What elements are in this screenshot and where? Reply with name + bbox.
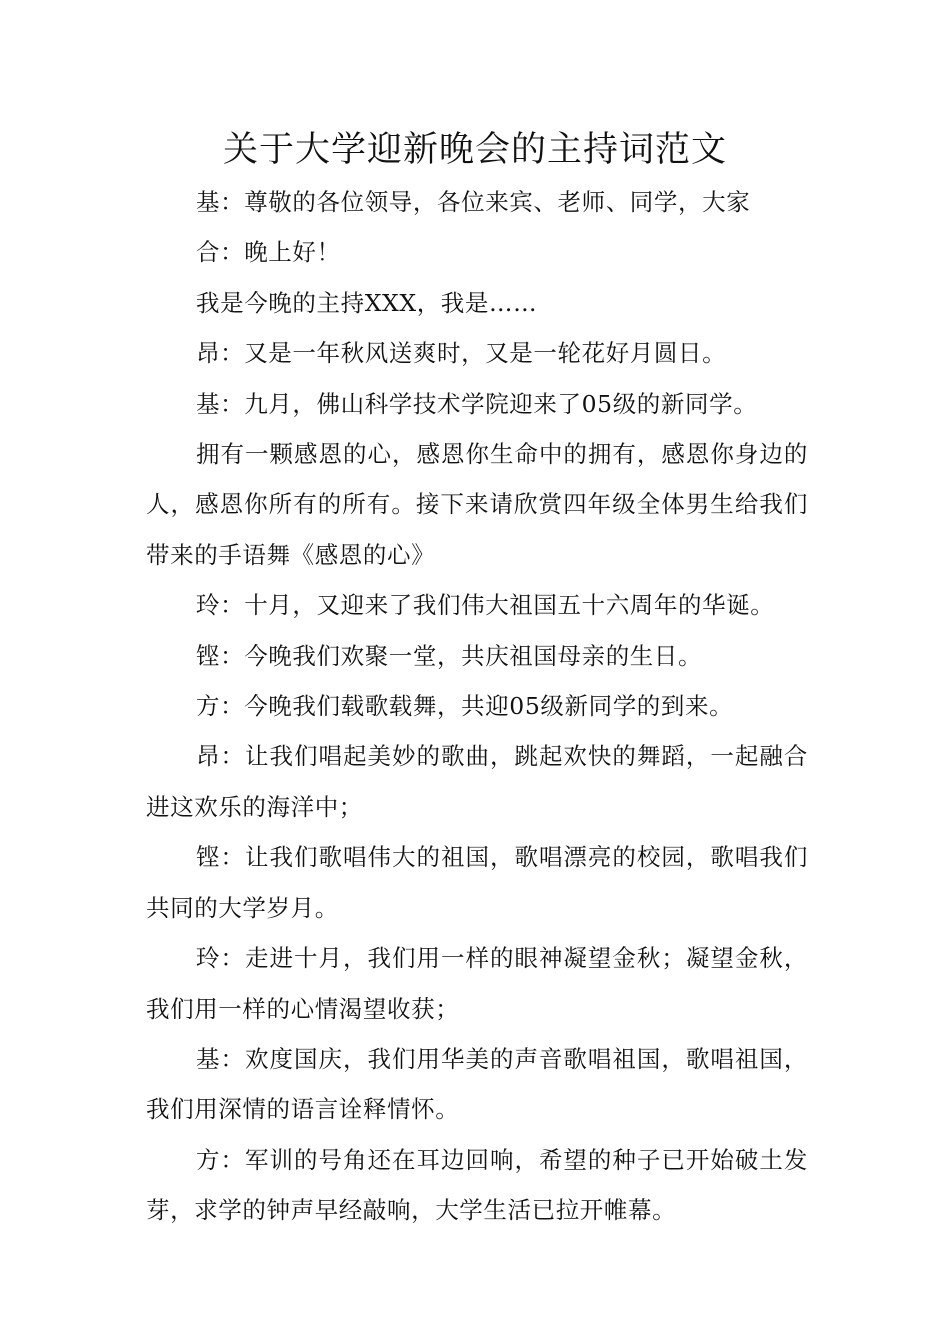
paragraph: 拥有一颗感恩的心，感恩你生命中的拥有，感恩你身边的人，感恩你所有的所有。接下来请欣赏四年级全体男生给我们带来的手语舞《感恩的心》 (146, 440, 808, 569)
paragraph: 玲：走进十月，我们用一样的眼神凝望金秋；凝望金秋，我们用一样的心情渴望收获； (146, 944, 808, 1023)
document-title: 关于大学迎新晚会的主持词范文 (222, 130, 727, 170)
paragraph: 我是今晚的主持XXX，我是…… (196, 288, 538, 317)
paragraph: 昂：让我们唱起美妙的歌曲，跳起欢快的舞蹈，一起融合进这欢乐的海洋中； (146, 742, 808, 821)
paragraph: 玲：十月，又迎来了我们伟大祖国五十六周年的华诞。 (196, 591, 775, 620)
paragraph: 铿：今晚我们欢聚一堂，共庆祖国母亲的生日。 (196, 641, 703, 670)
paragraph: 方：军训的号角还在耳边回响，希望的种子已开始破土发芽，求学的钟声早经敲响，大学生活已拉开帷幕。 (146, 1145, 808, 1225)
paragraph: 昂：又是一年秋风送爽时，又是一轮花好月圆日。 (196, 339, 727, 368)
paragraph: 铿：让我们歌唱伟大的祖国，歌唱漂亮的校园，歌唱我们共同的大学岁月。 (146, 843, 808, 922)
paragraph: 合：晚上好！ (196, 238, 341, 267)
document-body (146, 177, 808, 1236)
paragraph: 基：欢度国庆，我们用华美的声音歌唱祖国，歌唱祖国，我们用深情的语言诠释情怀。 (146, 1044, 808, 1124)
paragraph: 基：尊敬的各位领导，各位来宾、老师、同学，大家 (196, 188, 751, 216)
paragraph: 方：今晚我们载歌载舞，共迎05级新同学的到来。 (196, 692, 734, 721)
paragraph: 基：九月，佛山科学技术学院迎来了05级的新同学。 (196, 389, 758, 418)
